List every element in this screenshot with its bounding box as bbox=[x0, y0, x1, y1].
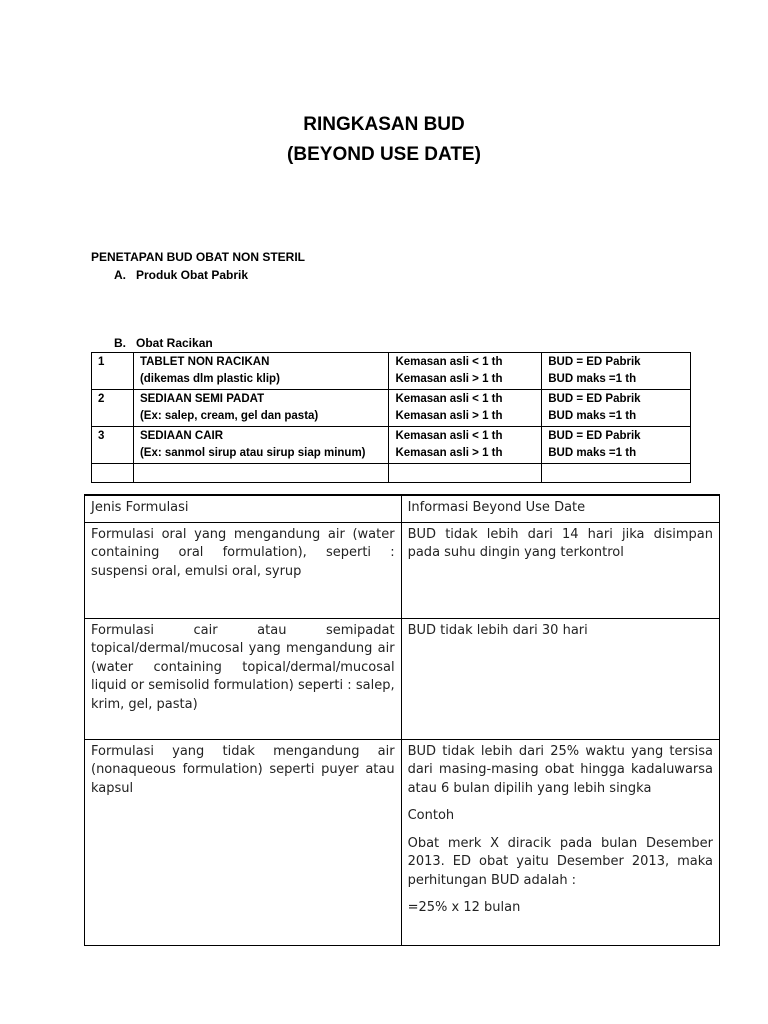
sediaan-name: TABLET NON RACIKAN bbox=[139, 356, 270, 368]
table-row bbox=[85, 618, 720, 739]
section-heading: PENETAPAN BUD OBAT NON STERIL bbox=[91, 250, 306, 264]
empty-table-row bbox=[92, 464, 691, 483]
obat-racikan-table bbox=[91, 352, 691, 483]
kemasan-line: Kemasan asli > 1 th bbox=[395, 447, 503, 459]
kemasan-cell bbox=[389, 353, 542, 390]
formulasi-cell: Formulasi yang tidak mengandung air (nonaqueous formulation) seperti puyer atau kapsul bbox=[85, 739, 402, 945]
sediaan-cell bbox=[133, 353, 389, 390]
bud-line: BUD = ED Pabrik bbox=[548, 430, 641, 442]
sediaan-desc: (Ex: salep, cream, gel dan pasta) bbox=[139, 410, 319, 422]
empty-cell bbox=[542, 464, 691, 483]
document-title-line1: RINGKASAN BUD bbox=[303, 114, 465, 135]
kemasan-cell bbox=[389, 427, 542, 464]
header-jenis-formulasi: Jenis Formulasi bbox=[85, 495, 402, 522]
bud-line: BUD maks =1 th bbox=[548, 410, 637, 422]
kemasan-line: Kemasan asli < 1 th bbox=[395, 393, 503, 405]
bud-cell bbox=[542, 353, 691, 390]
sediaan-desc: (dikemas dlm plastic klip) bbox=[139, 373, 280, 385]
sediaan-cell bbox=[133, 427, 389, 464]
table-row bbox=[92, 390, 691, 427]
kemasan-line: Kemasan asli > 1 th bbox=[395, 373, 503, 385]
row-number: 1 bbox=[92, 353, 134, 390]
bud-line: BUD maks =1 th bbox=[548, 447, 637, 459]
bud-info-cell: BUD tidak lebih dari 14 hari jika disimpan pada suhu dingin yang terkontrol bbox=[401, 522, 719, 618]
subsection-a-label: Produk Obat Pabrik bbox=[136, 268, 249, 282]
bud-cell bbox=[542, 427, 691, 464]
table-row bbox=[92, 353, 691, 390]
table-row bbox=[85, 522, 720, 618]
row-number: 2 bbox=[92, 390, 134, 427]
empty-cell bbox=[133, 464, 389, 483]
table-row bbox=[92, 427, 691, 464]
subsection-a-marker: A. bbox=[114, 268, 126, 282]
sediaan-desc: (Ex: sanmol sirup atau sirup siap minum) bbox=[139, 447, 366, 459]
table-row bbox=[85, 739, 720, 945]
bud-line: BUD = ED Pabrik bbox=[548, 393, 641, 405]
kemasan-line: Kemasan asli > 1 th bbox=[395, 410, 503, 422]
empty-cell bbox=[389, 464, 542, 483]
kemasan-line: Kemasan asli < 1 th bbox=[395, 430, 503, 442]
header-informasi-bud: Informasi Beyond Use Date bbox=[401, 495, 719, 522]
subsection-a bbox=[114, 268, 248, 282]
formulasi-cell: Formulasi cair atau semipadat topical/dermal/mucosal yang mengandung air (water containing topical/dermal/mucosal liquid or semisolid formulation) seperti : salep, krim, gel, pasta) bbox=[85, 618, 402, 739]
bud-info-text: BUD tidak lebih dari 25% waktu yang tersisa dari masing-masing obat hingga kadaluwarsa atau 6 bulan dipilih yang lebih singka bbox=[407, 743, 713, 796]
formulasi-cell: Formulasi oral yang mengandung air (water containing oral formulation), seperti : suspensi oral, emulsi oral, syrup bbox=[85, 522, 402, 618]
kemasan-line: Kemasan asli < 1 th bbox=[395, 356, 503, 368]
sediaan-name: SEDIAAN SEMI PADAT bbox=[139, 393, 265, 405]
example-text: Obat merk X diracik pada bulan Desember 2013. ED obat yaitu Desember 2013, maka perhitungan BUD adalah : bbox=[407, 835, 713, 888]
bud-info-cell: BUD tidak lebih dari 30 hari bbox=[401, 618, 719, 739]
empty-cell bbox=[92, 464, 134, 483]
bud-line: BUD maks =1 th bbox=[548, 373, 637, 385]
example-label: Contoh bbox=[407, 808, 455, 823]
subsection-b-marker: B. bbox=[114, 336, 126, 350]
sediaan-name: SEDIAAN CAIR bbox=[139, 430, 223, 442]
row-number: 3 bbox=[92, 427, 134, 464]
beyond-use-date-table bbox=[84, 494, 720, 946]
kemasan-cell bbox=[389, 390, 542, 427]
sediaan-cell bbox=[133, 390, 389, 427]
bud-cell bbox=[542, 390, 691, 427]
table-header-row bbox=[85, 495, 720, 522]
bud-info-cell bbox=[401, 739, 719, 945]
document-title-line2: (BEYOND USE DATE) bbox=[287, 144, 481, 165]
bud-formula: =25% x 12 bulan bbox=[407, 900, 521, 915]
subsection-b bbox=[114, 336, 213, 350]
subsection-b-label: Obat Racikan bbox=[136, 336, 213, 350]
bud-line: BUD = ED Pabrik bbox=[548, 356, 641, 368]
